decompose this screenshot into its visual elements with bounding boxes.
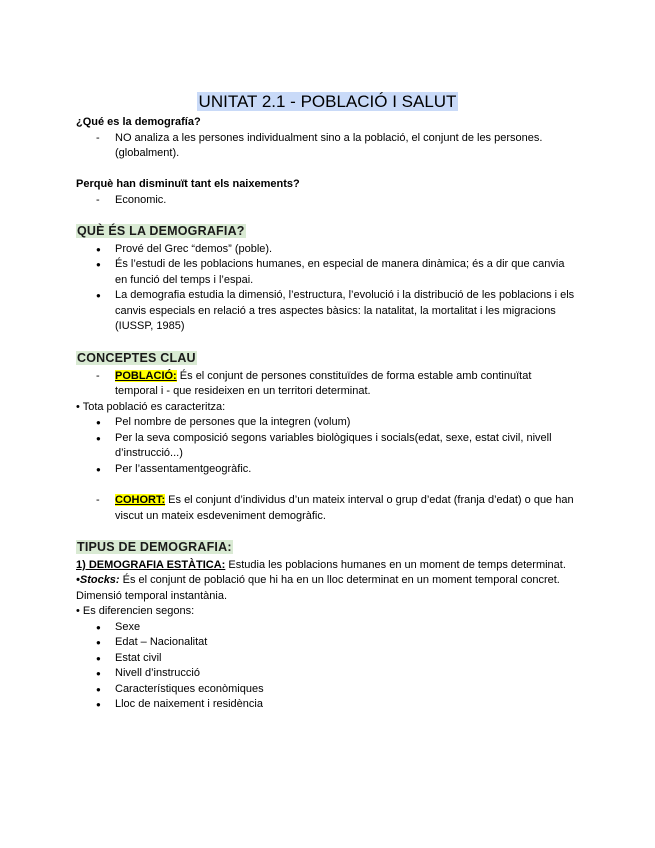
list-item: ● Lloc de naixement i residència	[76, 697, 576, 713]
characterised-label: • Tota població es caracteritza:	[76, 400, 226, 413]
list-item: - NO analiza a les persones individualment sino a la població, el conjunt de les persones. (globalment).	[76, 131, 576, 162]
question-2-block	[76, 177, 576, 208]
list-item: ● Sexe	[76, 620, 576, 636]
list-item: ● Característiques econòmiques	[76, 682, 576, 698]
poblacio-term: POBLACIÓ:	[115, 369, 177, 382]
list-item: ● És l’estudi de les poblacions humanes, en especial de manera dinàmica; és a dir que canvia en funció del temps i l’espai.	[76, 257, 576, 288]
page-title: UNITAT 2.1 - POBLACIÓ I SALUT	[198, 92, 457, 111]
demografia-estatica-term: 1) DEMOGRAFIA ESTÀTICA:	[76, 558, 226, 571]
list-item: ● Per la seva composició segons variables biològiques i socials(edat, sexe, estat civil, nivell d’instrucció...)	[76, 431, 576, 462]
question-1-answer-list	[76, 131, 576, 162]
bullet-list	[76, 242, 576, 335]
poblacio-text: És el conjunt de persones constituïdes de forma estable amb continuïtat temporal i - que resideixen en un territori determinat.	[115, 369, 532, 397]
list-item: - Economic.	[76, 193, 576, 209]
cohort-definition	[76, 493, 576, 524]
poblacio-list	[76, 369, 576, 400]
demografia-estatica	[76, 558, 576, 574]
list-item: ● Edat – Nacionalitat	[76, 635, 576, 651]
section-heading: CONCEPTES CLAU	[77, 351, 196, 365]
cohort-term: COHORT:	[115, 494, 166, 506]
demografia-estatica-text: Estudia les poblacions humanes en un moment de temps determinat.	[228, 558, 566, 571]
section-heading: TIPUS DE DEMOGRAFIA:	[77, 540, 232, 554]
question-2: Perquè han disminuït tant els naixements?	[76, 178, 300, 190]
stocks-term: •Stocks:	[76, 574, 120, 586]
section-que-es-demografia	[76, 224, 576, 335]
question-1: ¿Qué es la demografía?	[76, 116, 201, 128]
poblacio-definition	[76, 369, 576, 400]
list-item: ● Pel nombre de persones que la integren (volum)	[76, 415, 576, 431]
title-wrap	[0, 92, 655, 112]
section-conceptes-clau	[76, 351, 576, 524]
list-item: ● Estat civil	[76, 651, 576, 667]
question-1-block	[76, 115, 576, 162]
cohort-list	[76, 493, 576, 524]
stocks-text: És el conjunt de població que hi ha en un lloc determinat en un moment temporal concret. Dimensió temporal instantània.	[76, 574, 560, 602]
section-heading: QUÈ ÉS LA DEMOGRAFIA?	[77, 224, 245, 238]
list-item: ● Per l’assentamentgeogràfic.	[76, 462, 576, 478]
cohort-text: Es el conjunt d’individus d’un mateix interval o grup d’edat (franja d’edat) o que han viscut un mateix esdeveniment demogràfic.	[115, 494, 574, 522]
list-item: ● La demografia estudia la dimensió, l’estructura, l’evolució i la distribució de les poblacions i els canvis especials en relació a tres aspectes bàsics: la natalitat, la mortalitat i les migracions (IUSSP, 1985)	[76, 288, 576, 335]
list-item: ● Prové del Grec “demos” (poble).	[76, 242, 576, 258]
section-tipus-demografia	[76, 540, 576, 713]
question-2-answer-list	[76, 193, 576, 209]
stocks	[76, 573, 576, 604]
list-item: ● Nivell d’instrucció	[76, 666, 576, 682]
bullet-list	[76, 415, 576, 477]
differ-label: • Es diferencien segons:	[76, 605, 195, 617]
bullet-list	[76, 620, 576, 713]
